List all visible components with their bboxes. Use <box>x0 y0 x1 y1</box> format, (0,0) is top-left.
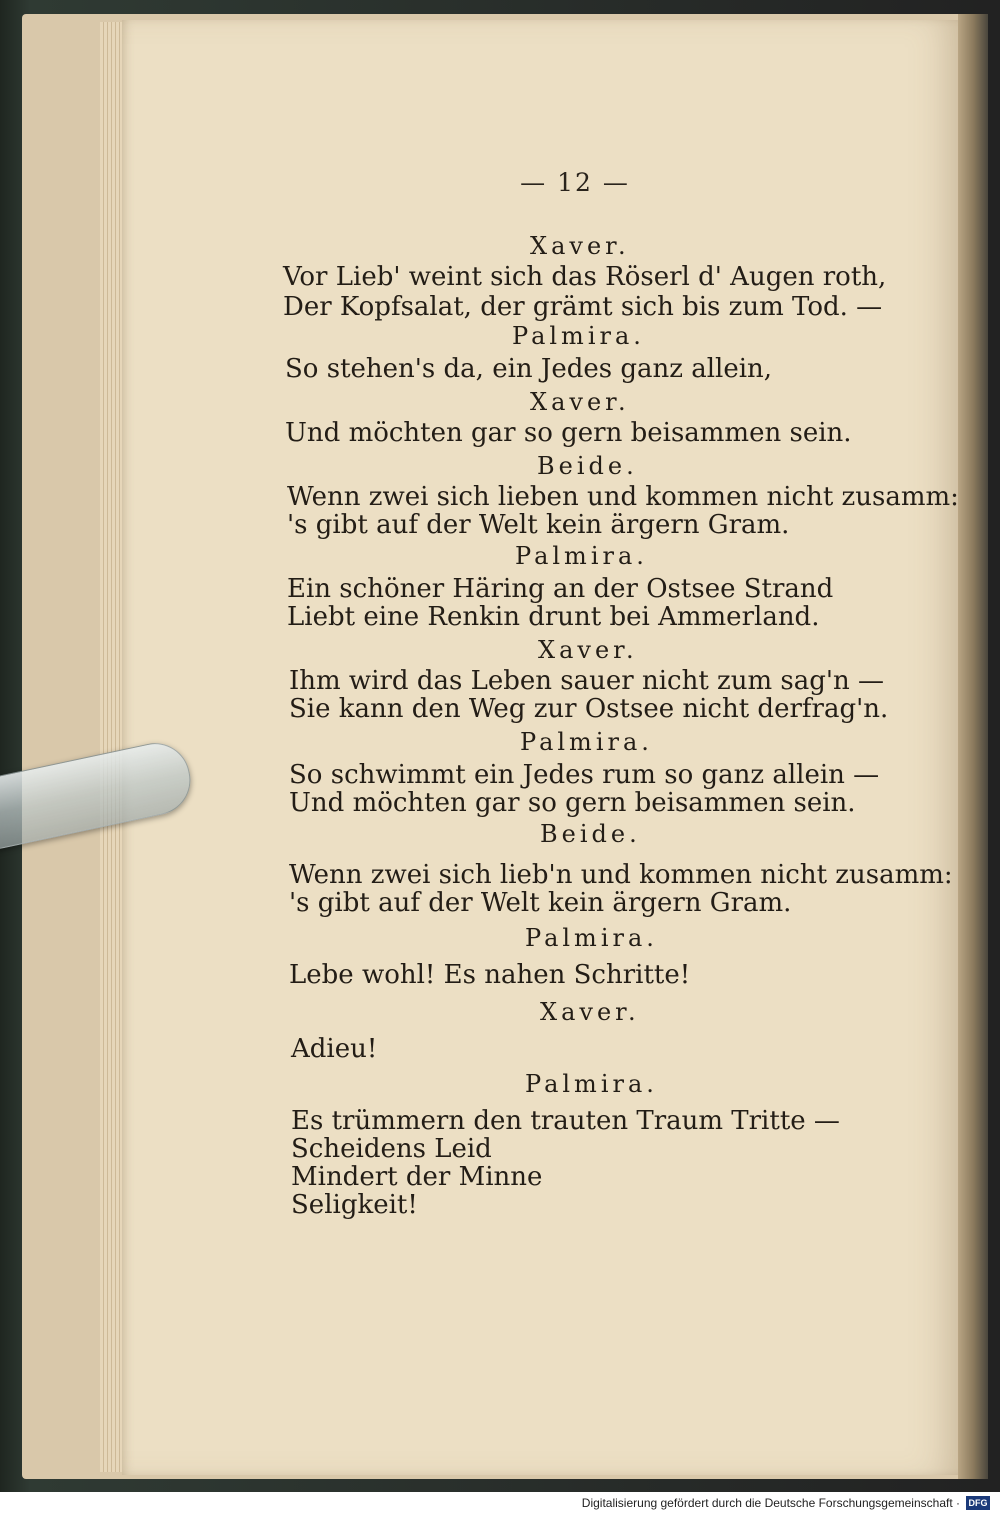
digitization-footer <box>0 1492 1000 1515</box>
page-number: — 12 — <box>520 168 630 197</box>
speaker-label: Palmira. <box>520 728 653 756</box>
verse-line: 's gibt auf der Welt kein ärgern Gram. <box>287 510 790 540</box>
verse-line: Ihm wird das Leben sauer nicht zum sag'n — <box>289 666 885 696</box>
verse-line: Mindert der Minne <box>291 1162 543 1192</box>
speaker-label: Palmira. <box>525 924 658 952</box>
verse-line: So schwimmt ein Jedes rum so ganz allein — <box>289 760 880 790</box>
speaker-label: Xaver. <box>538 636 638 664</box>
verse-line: 's gibt auf der Welt kein ärgern Gram. <box>289 888 792 918</box>
speaker-label: Beide. <box>540 820 641 848</box>
dfg-logo-icon: DFG <box>966 1496 990 1510</box>
speaker-label: Palmira. <box>515 542 648 570</box>
verse-line: Adieu! <box>291 1034 378 1064</box>
speaker-label: Xaver. <box>530 388 630 416</box>
speaker-label: Palmira. <box>512 322 645 350</box>
verse-line: Seligkeit! <box>291 1190 418 1220</box>
verse-line: So stehen's da, ein Jedes ganz allein, <box>285 354 773 384</box>
speaker-label: Palmira. <box>525 1070 658 1098</box>
verse-line: Lebe wohl! Es nahen Schritte! <box>289 960 691 990</box>
verse-line: Ein schöner Häring an der Ostsee Strand <box>287 574 834 604</box>
footer-credit: Digitalisierung gefördert durch die Deutsche Forschungsgemeinschaft · <box>581 1496 960 1510</box>
verse-line: Wenn zwei sich lieb'n und kommen nicht zusamm: <box>289 860 953 890</box>
verse-line: Und möchten gar so gern beisammen sein. <box>289 788 856 818</box>
speaker-label: Xaver. <box>530 232 630 260</box>
speaker-label: Beide. <box>537 452 638 480</box>
verse-line: Sie kann den Weg zur Ostsee nicht derfrag'n. <box>289 694 889 724</box>
verse-line: Es trümmern den trauten Traum Tritte — <box>291 1106 840 1136</box>
verse-line: Liebt eine Renkin drunt bei Ammerland. <box>287 602 820 632</box>
speaker-label: Xaver. <box>540 998 640 1026</box>
verse-line: Wenn zwei sich lieben und kommen nicht zusamm: <box>287 482 959 512</box>
verse-line: Der Kopfsalat, der grämt sich bis zum Tod. — <box>283 292 883 322</box>
verse-line: Und möchten gar so gern beisammen sein. <box>285 418 852 448</box>
book-right-edge <box>958 14 988 1479</box>
verse-line: Vor Lieb' weint sich das Röserl d' Augen roth, <box>283 262 887 292</box>
verse-line: Scheidens Leid <box>291 1134 492 1164</box>
